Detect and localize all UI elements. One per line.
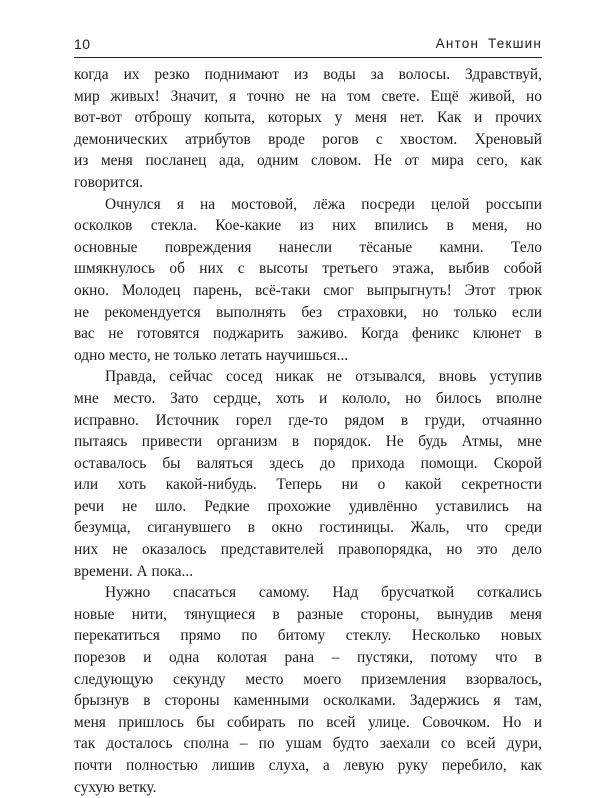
text-line: оставалось бы валяться здесь до прихода помощи. Скорой bbox=[74, 454, 542, 472]
text-line: говорится. bbox=[74, 173, 144, 191]
text-line: исправно. Источник горел где-то рядом в груди, отчаянно bbox=[74, 411, 542, 429]
text-line: порезов и одна колотая рана – пустяки, потому что в bbox=[74, 649, 542, 667]
text-line: брызнув в стороны каменными осколками. Задержись я там, bbox=[74, 692, 542, 710]
text-line: так досталось сполна – по ушам будто заехали со всей дури, bbox=[74, 735, 542, 753]
text-line: из меня посланец ада, одним словом. Не от мира сего, как bbox=[74, 152, 542, 170]
text-line: пытаясь привести организм в порядок. Не будь Атмы, мне bbox=[74, 433, 542, 451]
body-text bbox=[74, 64, 542, 798]
text-line: одно место, не только летать научишься... bbox=[74, 346, 349, 364]
text-line: меня пришлось бы собирать по всей улице. Совочком. Но и bbox=[74, 713, 542, 731]
text-line: сухую ветку. bbox=[74, 778, 157, 796]
text-line: речи не шло. Редкие прохожие удивлённо уставились на bbox=[74, 497, 542, 515]
text-line: времени. А пока... bbox=[74, 562, 194, 580]
running-title-author: Антон Текшин bbox=[435, 36, 542, 51]
text-line: Нужно спасаться самому. Над брусчаткой соткались bbox=[105, 584, 542, 602]
text-line: осколков стекла. Кое-какие из них впились в меня, но bbox=[74, 217, 542, 235]
paragraph bbox=[74, 194, 542, 367]
paragraph bbox=[74, 64, 542, 194]
page-number: 10 bbox=[74, 36, 91, 52]
text-line: не рекомендуется выполнять без страховки, но только если bbox=[74, 303, 542, 321]
text-line: вас не готовятся поджарить заживо. Когда феникс клюнет в bbox=[74, 325, 542, 343]
text-line: или хоть какой-нибудь. Теперь ни о какой секретности bbox=[74, 476, 542, 494]
page-header bbox=[74, 35, 542, 58]
text-line: когда их резко поднимают из воды за волосы. Здравствуй, bbox=[74, 66, 542, 83]
text-line: перекатиться прямо по битому стеклу. Несколько новых bbox=[74, 627, 542, 645]
paragraph bbox=[74, 582, 542, 798]
text-line: Правда, сейчас сосед никак не отзывался, вновь уступив bbox=[105, 368, 542, 386]
text-line: шмякнулось об них с высоты третьего этажа, выбив собой bbox=[74, 260, 542, 278]
text-line: почти полностью лишив слуха, а левую руку перебило, как bbox=[74, 757, 542, 774]
text-line: Очнулся я на мостовой, лёжа посреди целой россыпи bbox=[105, 195, 542, 213]
text-line: них не оказалось представителей правопорядка, но это дело bbox=[74, 541, 542, 559]
paragraph bbox=[74, 366, 542, 582]
text-line: мне место. Зато сердце, хоть и кололо, но билось вполне bbox=[74, 389, 542, 407]
text-line: следующую секунду место моего приземления взорвалось, bbox=[74, 670, 542, 688]
text-line: мир живых! Значит, я точно не на том свете. Ещё живой, но bbox=[74, 87, 542, 105]
text-line: новые нити, тянущиеся в разные стороны, вынудив меня bbox=[74, 605, 542, 623]
text-line: основные повреждения нанесли тёсаные камни. Тело bbox=[74, 238, 542, 256]
text-line: окно. Молодец парень, всё-таки смог выпрыгнуть! Этот трюк bbox=[74, 281, 542, 299]
text-line: безумца, сиганувшего в окно гостиницы. Жаль, что среди bbox=[74, 519, 542, 537]
text-line: демонических атрибутов вроде рогов с хвостом. Хреновый bbox=[74, 130, 542, 148]
text-line: вот-вот отброшу копыта, которых у меня нет. Как и прочих bbox=[74, 109, 542, 127]
